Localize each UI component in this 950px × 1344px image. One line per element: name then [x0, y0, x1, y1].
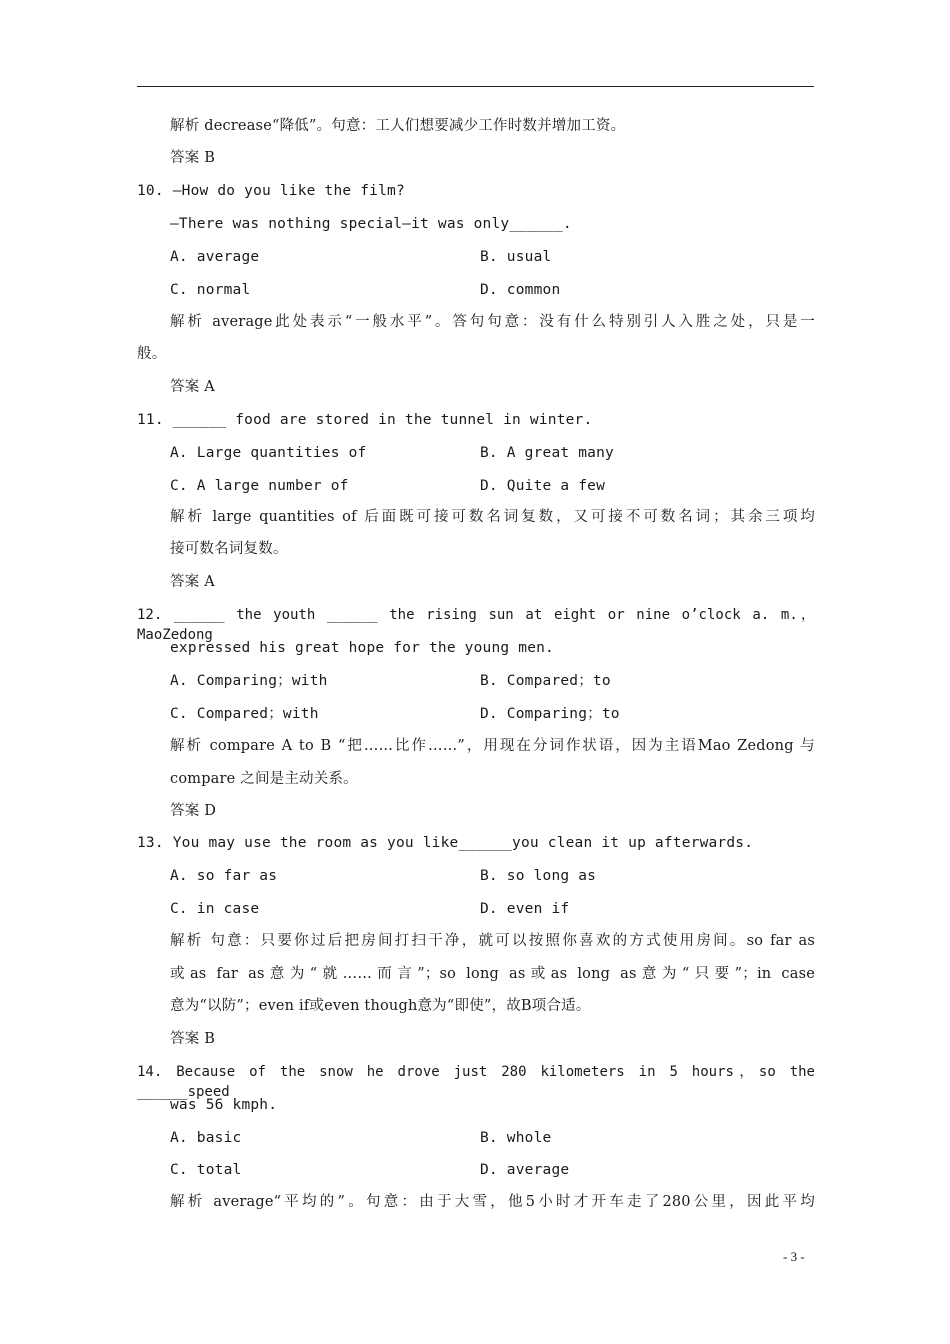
question-14-cont: was 56 kmph.	[170, 1097, 278, 1113]
answer-11: 答案 A	[170, 574, 215, 590]
option-10-a: A. average	[170, 249, 260, 265]
analysis-9: 解析 decrease“降低”。句意：工人们想要减少工作时数并增加工资。	[170, 118, 626, 134]
question-13: 13. You may use the room as you like______you clean it up afterwards.	[137, 835, 754, 851]
question-12-cont: expressed his great hope for the young men.	[170, 640, 554, 656]
question-11: 11. ______ food are stored in the tunnel in winter.	[137, 412, 593, 428]
option-13-a: A. so far as	[170, 868, 278, 884]
option-11-b: B. A great many	[480, 445, 614, 461]
question-12: 12. ______ the youth ______ the rising sun at eight or nine o’clock a. m.，MaoZedong	[137, 607, 815, 643]
option-13-d: D. even if	[480, 901, 570, 917]
analysis-12: 解析 compare A to B “把……比作……”，用现在分词作状语，因为主语Mao Zedong 与	[170, 738, 815, 754]
option-11-d: D. Quite a few	[480, 478, 606, 494]
analysis-13: 解析 句意：只要你过后把房间打扫干净，就可以按照你喜欢的方式使用房间。so far as	[170, 933, 815, 949]
question-10-line2: —There was nothing special—it was only______.	[170, 216, 572, 232]
header-rule	[137, 86, 814, 87]
answer-10: 答案 A	[170, 379, 215, 395]
option-10-c: C. normal	[170, 282, 251, 298]
analysis-11-cont: 接可数名词复数。	[170, 541, 288, 557]
option-10-d: D. common	[480, 282, 561, 298]
option-14-d: D. average	[480, 1162, 570, 1178]
question-10: 10. —How do you like the film?	[137, 183, 405, 199]
option-10-b: B. usual	[480, 249, 552, 265]
option-11-a: A. Large quantities of	[170, 445, 367, 461]
answer-13: 答案 B	[170, 1031, 216, 1047]
option-12-c: C. Compared；with	[170, 706, 319, 722]
answer-12: 答案 D	[170, 803, 217, 819]
analysis-12-cont: compare 之间是主动关系。	[170, 771, 358, 787]
option-14-c: C. total	[170, 1162, 242, 1178]
analysis-10: 解析 average此处表示“一般水平”。答句句意：没有什么特别引人入胜之处，只是一	[170, 314, 815, 330]
analysis-10-cont: 般。	[137, 346, 167, 362]
analysis-13-line2: 或as far as意为“就……而言”；so long as或as long as意为“只要”；in case	[170, 966, 815, 982]
option-13-c: C. in case	[170, 901, 260, 917]
option-12-a: A. Comparing；with	[170, 673, 328, 689]
page-number: - 3 -	[783, 1249, 805, 1264]
option-14-b: B. whole	[480, 1130, 552, 1146]
analysis-13-line3: 意为“以防”；even if或even though意为“即使”，故B项合适。	[170, 998, 591, 1014]
option-12-b: B. Compared；to	[480, 673, 611, 689]
analysis-11: 解析 large quantities of 后面既可接可数名词复数，又可接不可数名词；其余三项均	[170, 509, 815, 525]
option-11-c: C. A large number of	[170, 478, 349, 494]
analysis-14: 解析 average“平均的”。句意：由于大雪，他5小时才开车走了280公里，因此平均	[170, 1194, 815, 1210]
question-14: 14. Because of the snow he drove just 280 kilometers in 5 hours，so the ______speed	[137, 1064, 815, 1100]
option-13-b: B. so long as	[480, 868, 597, 884]
option-12-d: D. Comparing；to	[480, 706, 620, 722]
option-14-a: A. basic	[170, 1130, 242, 1146]
answer-9: 答案 B	[170, 150, 216, 166]
